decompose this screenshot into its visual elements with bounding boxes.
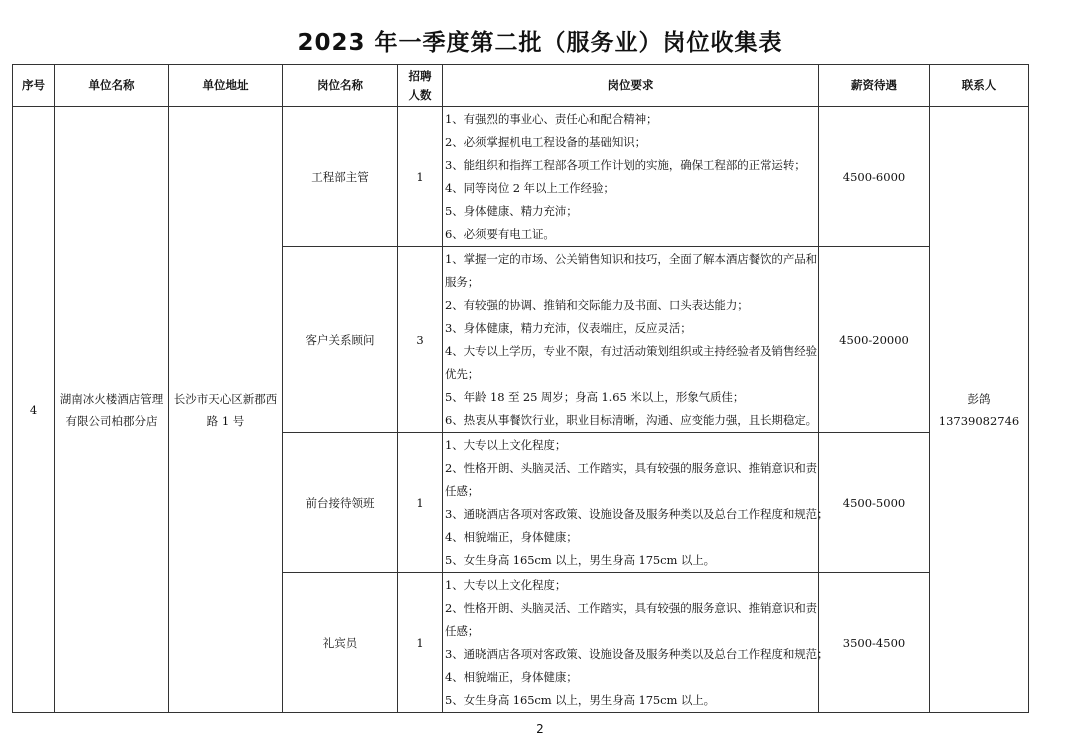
requirement-line: 1、大专以上文化程度； xyxy=(445,438,567,452)
header-count-line1: 招聘 xyxy=(408,68,432,83)
header-position: 岗位名称 xyxy=(283,65,398,107)
position-cell: 礼宾员 xyxy=(283,573,398,713)
table-row xyxy=(13,107,1029,247)
requirement-line: 5、身体健康、精力充沛； xyxy=(445,204,578,218)
header-seq: 序号 xyxy=(13,65,55,107)
salary-cell: 4500-6000 xyxy=(819,107,930,247)
header-contact: 联系人 xyxy=(930,65,1029,107)
salary-cell: 4500-5000 xyxy=(819,433,930,573)
salary-cell: 4500-20000 xyxy=(819,247,930,433)
requirement-line: 优先； xyxy=(445,367,480,381)
salary-cell: 3500-4500 xyxy=(819,573,930,713)
requirement-line: 5、女生身高 165cm 以上，男生身高 175cm 以上。 xyxy=(445,693,716,707)
count-cell: 1 xyxy=(398,573,443,713)
header-count xyxy=(398,65,443,107)
requirement-line: 3、身体健康，精力充沛，仪表端庄，反应灵活； xyxy=(445,321,692,335)
requirement-line: 2、有较强的协调、推销和交际能力及书面、口头表达能力； xyxy=(445,298,749,312)
address-line2: 路 1 号 xyxy=(206,413,245,428)
header-company: 单位名称 xyxy=(55,65,169,107)
requirement-line: 4、相貌端正，身体健康； xyxy=(445,670,578,684)
address-cell xyxy=(169,107,283,713)
header-row xyxy=(13,65,1029,107)
requirement-line: 2、性格开朗、头脑灵活、工作踏实，具有较强的服务意识、推销意识和责 xyxy=(445,601,818,615)
requirement-line: 4、大专以上学历，专业不限，有过活动策划组织或主持经验者及销售经验 xyxy=(445,344,818,358)
requirement-line: 1、大专以上文化程度； xyxy=(445,578,567,592)
page-number: 2 xyxy=(536,722,544,736)
contact-name: 彭鸽 xyxy=(967,391,991,406)
address-line1: 长沙市天心区新郡西 xyxy=(173,391,278,406)
requirements-cell xyxy=(443,247,819,433)
contact-phone: 13739082746 xyxy=(938,413,1020,428)
requirements-cell xyxy=(443,433,829,573)
page-title: 2023 年一季度第二批（服务业）岗位收集表 xyxy=(297,30,783,56)
requirement-line: 5、女生身高 165cm 以上，男生身高 175cm 以上。 xyxy=(445,553,716,567)
requirement-line: 服务； xyxy=(445,275,480,289)
header-requirements: 岗位要求 xyxy=(443,65,819,107)
header-count-line2: 人数 xyxy=(408,87,432,102)
requirement-line: 6、热衷从事餐饮行业，职业目标清晰，沟通、应变能力强，且长期稳定。 xyxy=(445,413,818,427)
position-cell: 客户关系顾问 xyxy=(283,247,398,433)
requirement-line: 1、掌握一定的市场、公关销售知识和技巧，全面了解本酒店餐饮的产品和 xyxy=(445,252,818,266)
requirements-cell xyxy=(443,573,829,713)
count-cell: 3 xyxy=(398,247,443,433)
requirement-line: 3、通晓酒店各项对客政策、设施设备及服务种类以及总台工作程度和规范； xyxy=(445,647,829,661)
header-address: 单位地址 xyxy=(169,65,283,107)
requirement-line: 4、相貌端正，身体健康； xyxy=(445,530,578,544)
company-name-line1: 湖南冰火楼酒店管理 xyxy=(59,391,164,406)
count-cell: 1 xyxy=(398,107,443,247)
requirements-cell xyxy=(443,107,819,247)
count-cell: 1 xyxy=(398,433,443,573)
job-table xyxy=(12,64,1029,713)
seq-cell: 4 xyxy=(13,107,55,713)
header-salary: 薪资待遇 xyxy=(819,65,930,107)
requirement-line: 2、性格开朗、头脑灵活、工作踏实，具有较强的服务意识、推销意识和责 xyxy=(445,461,818,475)
requirement-line: 2、必须掌握机电工程设备的基础知识； xyxy=(445,135,647,149)
requirement-line: 3、能组织和指挥工程部各项工作计划的实施，确保工程部的正常运转； xyxy=(445,158,806,172)
requirement-line: 任感； xyxy=(445,484,480,498)
requirement-line: 4、同等岗位 2 年以上工作经验； xyxy=(445,181,615,195)
contact-cell xyxy=(930,107,1029,713)
position-cell: 工程部主管 xyxy=(283,107,398,247)
requirement-line: 1、有强烈的事业心、责任心和配合精神； xyxy=(445,112,658,126)
requirement-line: 任感； xyxy=(445,624,480,638)
requirement-line: 3、通晓酒店各项对客政策、设施设备及服务种类以及总台工作程度和规范； xyxy=(445,507,829,521)
requirement-line: 5、年龄 18 至 25 周岁；身高 1.65 米以上，形象气质佳； xyxy=(445,390,745,404)
requirement-line: 6、必须要有电工证。 xyxy=(445,227,555,241)
company-name-line2: 有限公司柏郡分店 xyxy=(65,413,158,428)
position-cell: 前台接待领班 xyxy=(283,433,398,573)
company-cell xyxy=(55,107,169,713)
